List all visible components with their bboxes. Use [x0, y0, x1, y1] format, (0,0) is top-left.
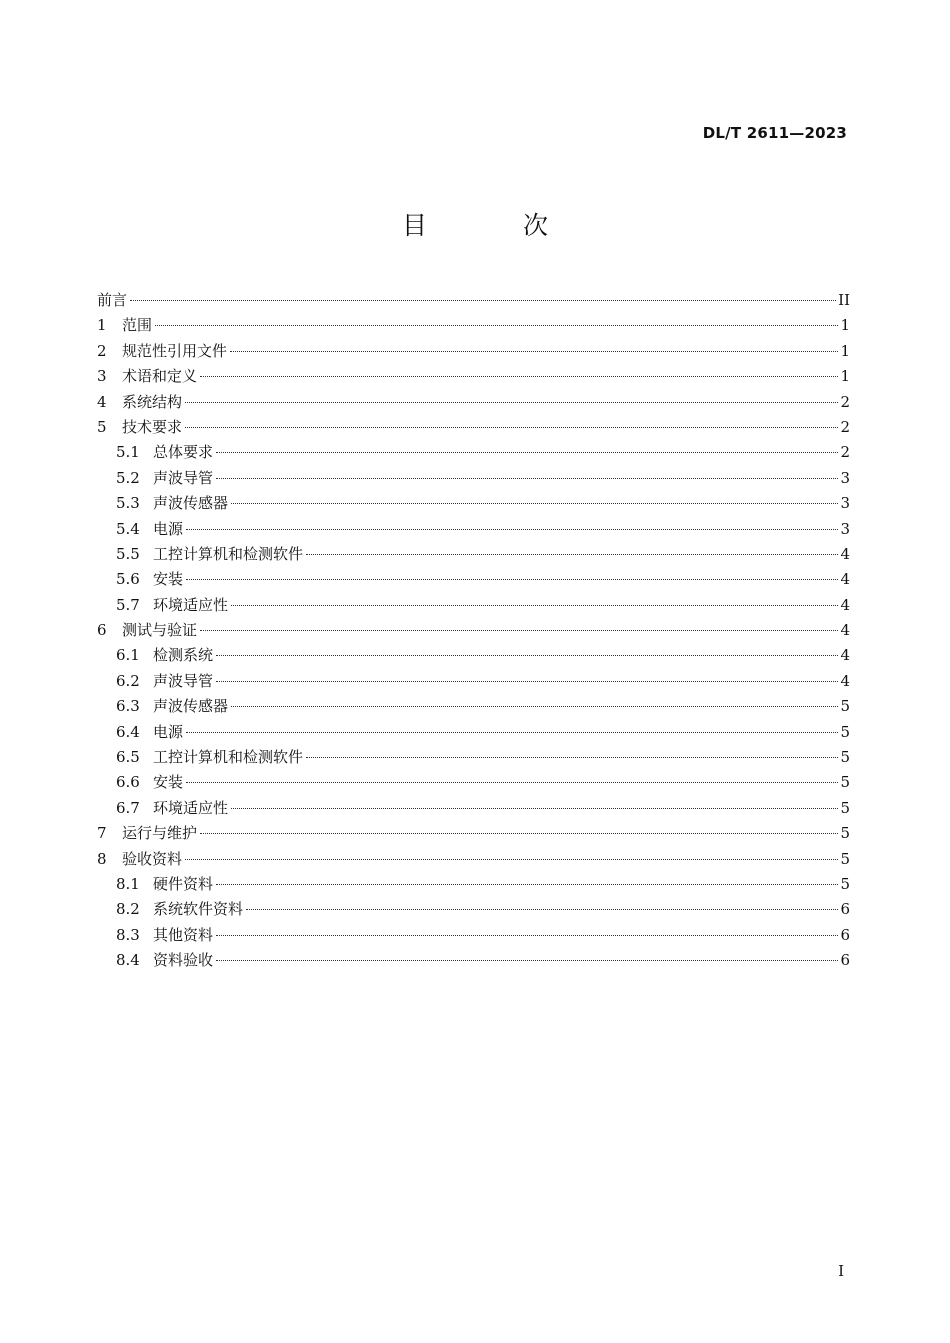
toc-entry[interactable]	[97, 364, 850, 389]
toc-entry[interactable]	[97, 390, 850, 415]
toc-entry-title: 硬件资料	[153, 874, 214, 893]
toc-entry[interactable]	[97, 897, 850, 922]
toc-entry-title: 范围	[122, 316, 153, 335]
toc-dot-leader	[216, 935, 838, 936]
toc-dot-leader	[230, 351, 838, 352]
toc-entry[interactable]	[97, 517, 850, 542]
toc-entry-title: 声波传感器	[153, 494, 229, 513]
toc-dot-leader	[231, 605, 838, 606]
toc-dot-leader	[186, 732, 838, 733]
toc-entry-page: 6	[840, 951, 850, 970]
toc-entry-page: 6	[840, 925, 850, 944]
toc-entry-page: 2	[840, 417, 850, 436]
toc-entry-title: 声波传感器	[153, 697, 229, 716]
toc-entry[interactable]	[97, 618, 850, 643]
toc-entry-page: 1	[840, 316, 850, 335]
toc-dot-leader	[155, 325, 838, 326]
toc-entry-title: 其他资料	[153, 925, 214, 944]
toc-dot-leader	[216, 478, 838, 479]
toc-entry-number: 6.3	[116, 697, 140, 716]
toc-entry-title: 前言	[97, 291, 128, 309]
toc-entry-title: 规范性引用文件	[122, 341, 228, 360]
toc-entry-page: II	[838, 291, 850, 309]
toc-entry[interactable]	[97, 491, 850, 516]
toc-entry-page: 5	[840, 849, 850, 868]
toc-dot-leader	[306, 554, 838, 555]
toc-entry-number: 8.2	[116, 900, 140, 919]
toc-entry-number: 5.7	[116, 595, 140, 614]
toc-entry-title: 电源	[153, 722, 184, 741]
toc-entry-number: 5.5	[116, 544, 140, 563]
toc-entry-number: 8	[97, 849, 107, 868]
toc-entry-title: 运行与维护	[122, 824, 198, 843]
toc-entry-number: 5.6	[116, 570, 140, 589]
toc-entry-page: 5	[840, 798, 850, 817]
toc-entry-number: 6.1	[116, 646, 140, 665]
toc-title: 目 次	[402, 211, 592, 240]
toc-entry[interactable]	[97, 313, 850, 338]
toc-entry[interactable]	[97, 542, 850, 567]
toc-entry[interactable]	[97, 821, 850, 846]
toc-dot-leader	[186, 782, 838, 783]
toc-entry[interactable]	[97, 847, 850, 872]
toc-entry[interactable]	[97, 466, 850, 491]
toc-entry-page: 5	[840, 697, 850, 716]
toc-entry-number: 4	[97, 392, 107, 411]
toc-entry-page: 4	[840, 646, 850, 665]
toc-entry-title: 声波导管	[153, 468, 214, 487]
toc-entry-number: 5.2	[116, 468, 140, 487]
toc-entry-page: 5	[840, 748, 850, 767]
toc-entry-number: 6.6	[116, 773, 140, 792]
toc-dot-leader	[200, 630, 838, 631]
toc-dot-leader	[130, 300, 836, 301]
toc-dot-leader	[216, 452, 838, 453]
toc-entry-number: 5.4	[116, 519, 140, 538]
toc-dot-leader	[216, 960, 838, 961]
toc-entry-title: 验收资料	[122, 849, 183, 868]
toc-entry[interactable]	[97, 923, 850, 948]
toc-entry-number: 6.2	[116, 671, 140, 690]
toc-dot-leader	[186, 579, 838, 580]
toc-entry[interactable]	[97, 440, 850, 465]
toc-dot-leader	[200, 376, 838, 377]
toc-entry-number: 5.3	[116, 494, 140, 513]
toc-entry-page: 5	[840, 722, 850, 741]
toc-dot-leader	[185, 427, 838, 428]
toc-entry[interactable]	[97, 593, 850, 618]
toc-entry-page: 6	[840, 900, 850, 919]
toc-entry-page: 5	[840, 824, 850, 843]
toc-entry-page: 4	[840, 671, 850, 690]
toc-entry[interactable]	[97, 339, 850, 364]
toc-entry-number: 8.4	[116, 951, 140, 970]
toc-dot-leader	[185, 859, 838, 860]
toc-entry[interactable]	[97, 745, 850, 770]
toc-entry-number: 6	[97, 621, 107, 640]
toc-entry[interactable]	[97, 796, 850, 821]
toc-entry-title: 电源	[153, 519, 184, 538]
toc-dot-leader	[216, 655, 838, 656]
toc-entry-title: 检测系统	[153, 646, 214, 665]
toc-dot-leader	[306, 757, 838, 758]
toc-entry-title: 技术要求	[122, 417, 183, 436]
toc-entry-number: 6.7	[116, 798, 140, 817]
toc-entry[interactable]	[97, 694, 850, 719]
toc-entry[interactable]	[97, 948, 850, 973]
toc-entry-page: 1	[840, 341, 850, 360]
toc-entry-title: 资料验收	[153, 951, 214, 970]
toc-entry-page: 4	[840, 544, 850, 563]
toc-entry-number: 5.1	[116, 443, 140, 462]
toc-entry-number: 6.4	[116, 722, 140, 741]
toc-entry-title: 测试与验证	[122, 621, 198, 640]
toc-entry-title: 系统结构	[122, 392, 183, 411]
toc-dot-leader	[231, 503, 838, 504]
toc-dot-leader	[246, 909, 838, 910]
toc-entry-page: 3	[840, 494, 850, 513]
toc-entry-number: 5	[97, 417, 107, 436]
toc-dot-leader	[186, 529, 838, 530]
toc-entry-title: 总体要求	[153, 443, 214, 462]
toc-entry-page: 5	[840, 874, 850, 893]
toc-entry-title: 工控计算机和检测软件	[153, 544, 304, 563]
toc-entry[interactable]	[97, 567, 850, 592]
toc-entry[interactable]	[97, 720, 850, 745]
toc-entry-title: 工控计算机和检测软件	[153, 748, 304, 767]
toc-entry-number: 2	[97, 341, 107, 360]
document-code: DL/T 2611—2023	[702, 124, 847, 142]
toc-entry-page: 3	[840, 519, 850, 538]
toc-entry-page: 2	[840, 443, 850, 462]
toc-entry-number: 8.1	[116, 874, 140, 893]
toc-entry[interactable]	[97, 288, 850, 313]
toc-dot-leader	[216, 681, 838, 682]
toc-entry-page: 4	[840, 570, 850, 589]
toc-dot-leader	[216, 884, 838, 885]
toc-entry-page: 1	[840, 367, 850, 386]
toc-entry-title: 安装	[153, 773, 184, 792]
toc-entry-title: 安装	[153, 570, 184, 589]
toc-entry-title: 系统软件资料	[153, 900, 244, 919]
toc-dot-leader	[231, 808, 838, 809]
toc-entry-page: 3	[840, 468, 850, 487]
toc-dot-leader	[231, 706, 838, 707]
toc-entry-page: 2	[840, 392, 850, 411]
toc-entry-title: 环境适应性	[153, 595, 229, 614]
toc-entry-page: 4	[840, 621, 850, 640]
table-of-contents	[97, 288, 850, 974]
toc-entry-number: 6.5	[116, 748, 140, 767]
toc-entry-number: 7	[97, 824, 107, 843]
page-number: I	[838, 1262, 844, 1280]
toc-dot-leader	[200, 833, 838, 834]
toc-entry[interactable]	[97, 643, 850, 668]
toc-dot-leader	[185, 402, 838, 403]
toc-entry-title: 声波导管	[153, 671, 214, 690]
toc-entry[interactable]	[97, 872, 850, 897]
toc-entry-page: 4	[840, 595, 850, 614]
toc-entry[interactable]	[97, 770, 850, 795]
toc-entry-number: 3	[97, 367, 107, 386]
toc-entry[interactable]	[97, 669, 850, 694]
toc-entry-number: 8.3	[116, 925, 140, 944]
toc-entry[interactable]	[97, 415, 850, 440]
toc-entry-page: 5	[840, 773, 850, 792]
toc-entry-title: 术语和定义	[122, 367, 198, 386]
toc-entry-number: 1	[97, 316, 107, 335]
toc-entry-title: 环境适应性	[153, 798, 229, 817]
